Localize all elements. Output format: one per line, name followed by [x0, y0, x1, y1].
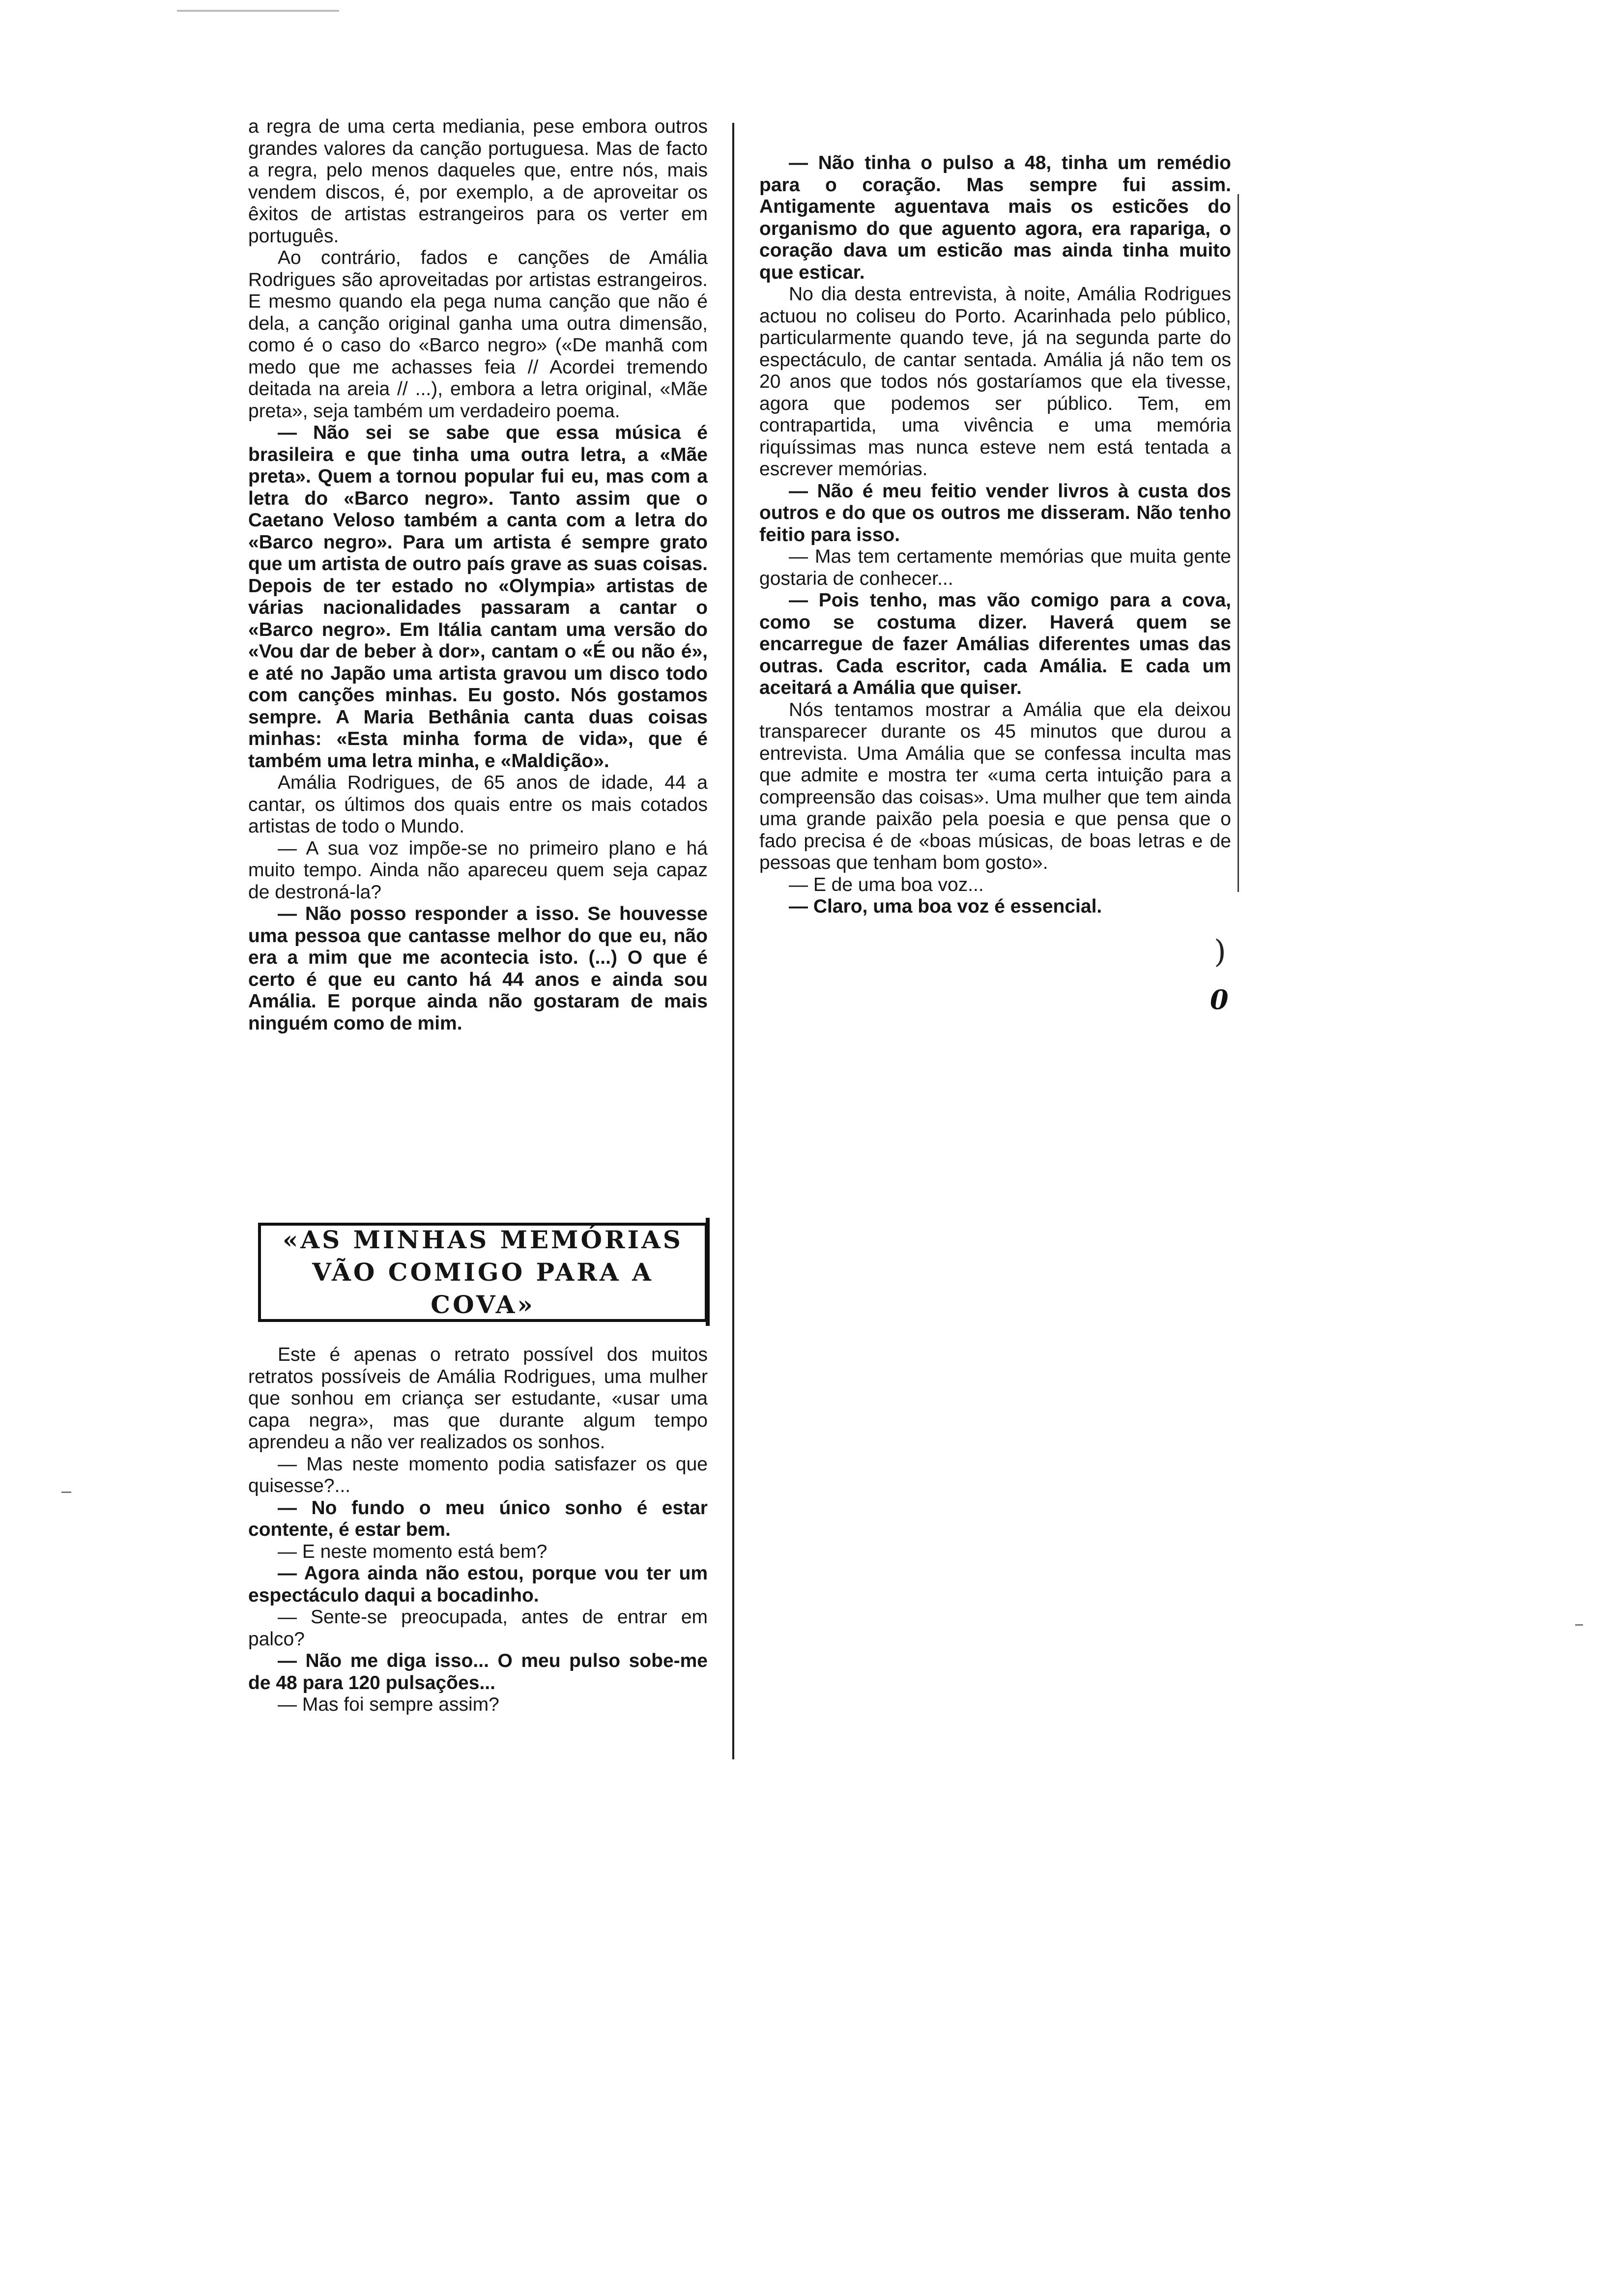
- interview-answer: — Não tinha o pulso a 48, tinha um remédio para o coração. Mas sempre fui assim. Antigamente aguentava mais os esticões do organismo do que aguento agora, era rapariga, o coração dava um esticão mas ainda tinha muito que esticar.: [759, 152, 1231, 283]
- interview-question: — Mas foi sempre assim?: [278, 1694, 499, 1715]
- headline-line-1: «AS MINHAS MEMÓRIAS: [283, 1225, 683, 1254]
- interview-answer: — No fundo o meu único sonho é estar contente, é estar bem.: [248, 1497, 708, 1540]
- scan-artifact-top: [177, 10, 339, 12]
- article-paragraph: No dia desta entrevista, à noite, Amália Rodrigues actuou no coliseu do Porto. Acarinhada pelo público, particularmente quando teve, já na segunda parte do espectáculo, de cantar sentada. Amália já não tem os 20 anos que todos nós gostaríamos que ela tivesse, agora que podemos ser público. Tem, em contrapartida, uma vivência e uma memória riquíssimas mas nunca esteve nem está tentada a escrever memórias.: [759, 284, 1231, 480]
- interview-question: — Mas neste momento podia satisfazer os que quisesse?...: [248, 1453, 708, 1496]
- interview-question: — E neste momento está bem?: [278, 1541, 547, 1562]
- article-end-mark: 0: [1210, 984, 1229, 1015]
- article-paragraph: Ao contrário, fados e canções de Amália Rodrigues são aproveitadas por artistas estrangeiros. E mesmo quando ela pega numa canção que não é dela, a canção original ganha uma outra dimensão, como é o caso do «Barco negro» («De manhã com medo que me achasses feia // Acordei tremendo deitada na areia // ...), embora a letra original, «Mãe preta», seja também um verdadeiro poema.: [248, 247, 708, 422]
- article-column-right: [759, 152, 1231, 918]
- right-margin-rule: [1238, 194, 1239, 892]
- interview-answer: — Não sei se sabe que essa música é brasileira e que tinha uma outra letra, a «Mãe preta». Quem a tornou popular fui eu, mas com a letra do «Barco negro». Tanto assim que o Caetano Veloso também a canta com a letra do «Barco negro». Para um artista é sempre grato que um artista de outro país grave as suas coisas. Depois de ter estado no «Olympia» artistas de várias nacionalidades passaram a cantar o «Barco negro». Em Itália cantam uma versão do «Vou dar de beber à dor», cantam o «É ou não é», e até no Japão uma artista gravou um disco todo com canções minhas. Eu gosto. Nós gostamos sempre. A Maria Bethânia canta duas coisas minhas: «Esta minha forma de vida», que é também uma letra minha, e «Maldição».: [248, 422, 708, 772]
- article-paragraph: Nós tentamos mostrar a Amália que ela deixou transparecer durante os 45 minutos que durou a entrevista. Uma Amália que se confessa inculta mas que admite e mostra ter «uma certa intuição para a compreensão das coisas». Uma mulher que tem ainda uma grande paixão pela poesia e que pensa que o fado precisa é de «boas músicas, de boas letras e de pessoas que tenham bom gosto».: [759, 699, 1231, 873]
- interview-question: — A sua voz impõe-se no primeiro plano e há muito tempo. Ainda não apareceu quem seja capaz de destroná-la?: [248, 837, 708, 903]
- column-divider: [732, 123, 734, 1759]
- article-paragraph: a regra de uma certa mediania, pese embora outros grandes valores da canção portuguesa. Mas de facto a regra, pelo menos daqueles que, entre nós, mais vendem discos, é, por exemplo, a de aproveitar os êxitos de artistas estrangeiros para os verter em português.: [248, 116, 708, 247]
- interview-question: — E de uma boa voz...: [789, 874, 984, 895]
- interview-answer: — Não posso responder a isso. Se houvesse uma pessoa que cantasse melhor do que eu, não era a mim que me acontecia isto. (...) O que é certo é que eu canto há 44 anos e ainda sou Amália. E porque ainda não gostaram de mais ninguém como de mim.: [248, 903, 708, 1034]
- scan-artifact-right: [1575, 1624, 1583, 1626]
- margin-bracket-mark: ): [1214, 934, 1226, 970]
- article-paragraph: Amália Rodrigues, de 65 anos de idade, 44 a cantar, os últimos dos quais entre os mais cotados artistas de todo o Mundo.: [248, 772, 708, 837]
- interview-answer: — Claro, uma boa voz é essencial.: [789, 896, 1102, 917]
- interview-question: — Mas tem certamente memórias que muita gente gostaria de conhecer...: [759, 546, 1231, 589]
- article-column-left: [248, 116, 708, 1034]
- headline-line-2: VÃO COMIGO PARA A COVA»: [312, 1258, 654, 1319]
- scan-artifact-left: [61, 1492, 71, 1493]
- interview-answer: — Pois tenho, mas vão comigo para a cova, como se costuma dizer. Haverá quem se encarregue de fazer Amálias diferentes umas das outras. Cada escritor, cada Amália. E cada um aceitará a Amália que quiser.: [759, 590, 1231, 698]
- article-paragraph: Este é apenas o retrato possível dos muitos retratos possíveis de Amália Rodrigues, uma mulher que sonhou em criança ser estudante, «usar uma capa negra», mas que durante algum tempo aprendeu a não ver realizados os sonhos.: [248, 1344, 708, 1453]
- article-column-left-lower: [248, 1344, 708, 1716]
- pull-quote-headline: [258, 1223, 708, 1322]
- interview-answer: — Não me diga isso... O meu pulso sobe-me de 48 para 120 pulsações...: [248, 1650, 708, 1693]
- interview-answer: — Não é meu feitio vender livros à custa dos outros e do que os outros me disseram. Não tenho feitio para isso.: [759, 480, 1231, 545]
- headline-box-shadow: [706, 1218, 710, 1326]
- interview-answer: — Agora ainda não estou, porque vou ter um espectáculo daqui a bocadinho.: [248, 1563, 708, 1606]
- interview-question: — Sente-se preocupada, antes de entrar em palco?: [248, 1607, 708, 1650]
